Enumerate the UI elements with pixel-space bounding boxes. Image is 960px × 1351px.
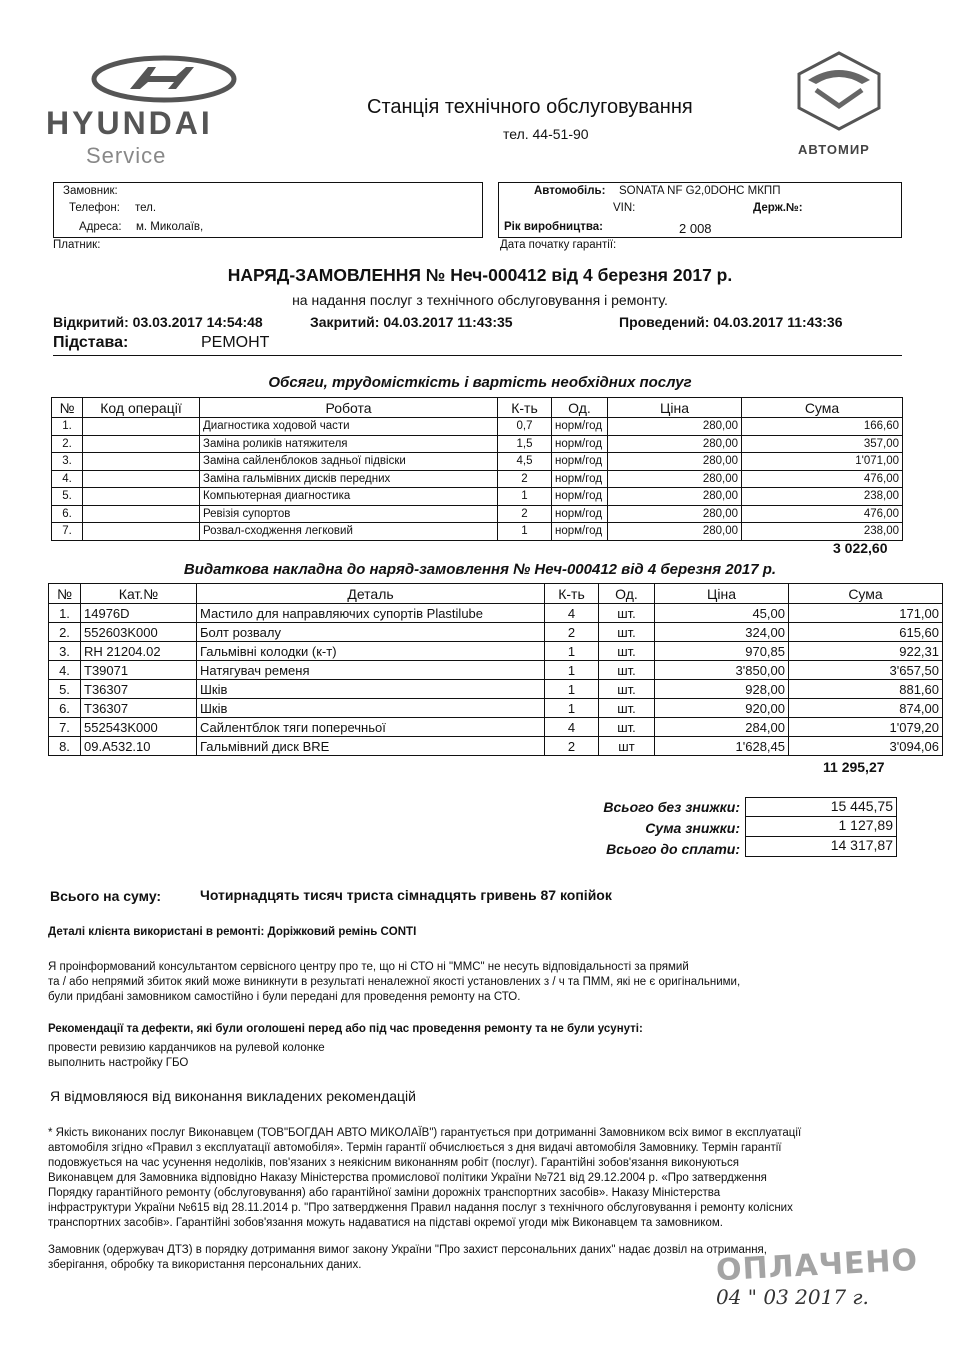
phone-value: тел. xyxy=(135,202,157,214)
opened-date: Відкритий: 03.03.2017 14:54:48 xyxy=(53,314,263,330)
row-number: 2. xyxy=(52,435,83,453)
parts-table xyxy=(48,583,943,756)
station-phone: тел. 44-51-90 xyxy=(503,126,589,142)
column-header: К-ть xyxy=(545,584,599,604)
quantity: 1 xyxy=(498,523,552,541)
price: 280,00 xyxy=(608,523,742,541)
basis-label: Підстава: xyxy=(53,334,129,351)
row-number: 6. xyxy=(52,505,83,523)
warranty-line: Порядку гарантійного ремонту (обслуговування) або гарантійної заміни дорожніх транспортних засобів». Наказу Міністерства xyxy=(48,1187,721,1199)
table-row xyxy=(49,737,943,756)
sum: 476,00 xyxy=(742,470,903,488)
operation-code xyxy=(83,505,200,523)
operation-code xyxy=(83,435,200,453)
paid-stamp: ОПЛАЧЕНО xyxy=(715,1242,919,1289)
unit: норм/год xyxy=(552,435,608,453)
disclaimer-line: та / або непрямий збиток який може виникнути в результаті неналежної якості установлених з / ч та ПММ, які не є оригінальними, xyxy=(48,976,741,988)
brand-subtitle: Service xyxy=(86,143,167,168)
unit: норм/год xyxy=(552,453,608,471)
avtomir-logo xyxy=(790,50,890,160)
table-row xyxy=(49,604,943,623)
discount-value: 1 127,89 xyxy=(745,817,897,837)
disclaimer-line: Я проінформований консультантом сервісного центру про те, що ні СТО ні "ММС" не несуть відповідальності за прямий xyxy=(48,961,689,973)
payer-label: Платник: xyxy=(53,239,101,251)
sum: 238,00 xyxy=(742,488,903,506)
client-info-box xyxy=(53,182,483,238)
price: 280,00 xyxy=(608,435,742,453)
row-number: 7. xyxy=(52,523,83,541)
catalog-number: 552603K000 xyxy=(81,623,197,642)
recommendation-item: провести ревизию карданчиков на рулевой колонке xyxy=(48,1042,325,1054)
client-parts-note: Деталі клієнта використані в ремонті: Доріжковий ремінь CONTI xyxy=(48,926,417,938)
table-row xyxy=(52,435,903,453)
to-pay-value: 14 317,87 xyxy=(745,837,897,857)
address-label: Адреса: xyxy=(79,221,122,233)
vin-label: VIN: xyxy=(613,202,636,214)
quantity: 4 xyxy=(545,718,599,737)
unit: норм/год xyxy=(552,523,608,541)
sum: 357,00 xyxy=(742,435,903,453)
row-number: 1. xyxy=(49,604,81,623)
work-name: Заміна роликів натяжителя xyxy=(200,435,498,453)
column-header: Код операції xyxy=(83,398,200,418)
reg-number-label: Держ.№: xyxy=(753,202,803,214)
table-row xyxy=(52,523,903,541)
privacy-line: Замовник (одержувач ДТЗ) в порядку дотримання вимог закону України "Про захист персональних даних" надає дозвіл на отримання, xyxy=(48,1244,767,1256)
services-total: 3 022,60 xyxy=(833,540,888,556)
car-info-box xyxy=(498,182,902,238)
parts-title: Видаткова накладна до наряд-замовлення № Неч-000412 від 4 березня 2017 р. xyxy=(183,561,777,578)
unit: шт. xyxy=(599,642,655,661)
part-name: Шків xyxy=(197,680,545,699)
table-row xyxy=(49,718,943,737)
row-number: 2. xyxy=(49,623,81,642)
price: 1'628,45 xyxy=(655,737,789,756)
column-header: № xyxy=(52,398,83,418)
total-no-discount-label: Всього без знижки: xyxy=(603,799,740,815)
row-number: 3. xyxy=(52,453,83,471)
part-name: Сайлентблок тяги поперечньої xyxy=(197,718,545,737)
quantity: 1 xyxy=(545,661,599,680)
table-header-row xyxy=(52,398,903,418)
hyundai-emblem-icon xyxy=(90,55,238,103)
operation-code xyxy=(83,453,200,471)
column-header: Сума xyxy=(742,398,903,418)
recommendations-title: Рекомендації та дефекти, які були оголошені перед або під час проведення ремонту та не були усунуті: xyxy=(48,1023,643,1035)
work-name: Ревізія супортов xyxy=(200,505,498,523)
sum: 3'094,06 xyxy=(789,737,943,756)
row-number: 4. xyxy=(52,470,83,488)
part-name: Болт розвалу xyxy=(197,623,545,642)
row-number: 3. xyxy=(49,642,81,661)
column-header: Ціна xyxy=(608,398,742,418)
price: 284,00 xyxy=(655,718,789,737)
table-row xyxy=(49,623,943,642)
column-header: Кат.№ xyxy=(81,584,197,604)
warranty-line: Виконавцем для Замовника відповідно Наказу Міністерства промислової політики України №721 від 29.12.2004 р. «Про затвердження xyxy=(48,1172,767,1184)
warranty-line: транспортних засобів». Гарантійні зобов'язання можуть надаватися на підставі окремої угоди між Виконавцем та замовником. xyxy=(48,1217,723,1229)
part-name: Гальмівний диск BRE xyxy=(197,737,545,756)
part-name: Мастило для направляючих супортів Plastilube xyxy=(197,604,545,623)
work-name: Заміна гальмівних дисків передних xyxy=(200,470,498,488)
price: 280,00 xyxy=(608,505,742,523)
discount-label: Сума знижки: xyxy=(645,820,740,836)
part-name: Гальмівні колодки (к-т) xyxy=(197,642,545,661)
sum: 881,60 xyxy=(789,680,943,699)
hyundai-service-logo xyxy=(46,55,236,168)
price: 970,85 xyxy=(655,642,789,661)
summary-box xyxy=(745,797,897,857)
column-header: Од. xyxy=(552,398,608,418)
table-row xyxy=(52,418,903,436)
amount-in-words-value: Чотирнадцять тисяч триста сімнадцять гривень 87 копійок xyxy=(200,887,612,903)
column-header: Деталь xyxy=(197,584,545,604)
quantity: 2 xyxy=(545,737,599,756)
quantity: 4 xyxy=(545,604,599,623)
year-value: 2 008 xyxy=(679,221,712,236)
disclaimer-line: були придбані замовником самостійно і були передані для проведення ремонту на СТО. xyxy=(48,991,521,1003)
phone-label: Телефон: xyxy=(69,202,120,214)
sum: 615,60 xyxy=(789,623,943,642)
column-header: Ціна xyxy=(655,584,789,604)
price: 280,00 xyxy=(608,453,742,471)
station-title: Станція технічного обслуговування xyxy=(367,96,693,118)
price: 280,00 xyxy=(608,488,742,506)
sum: 238,00 xyxy=(742,523,903,541)
price: 920,00 xyxy=(655,699,789,718)
price: 324,00 xyxy=(655,623,789,642)
column-header: Од. xyxy=(599,584,655,604)
quantity: 1 xyxy=(545,699,599,718)
table-row xyxy=(49,642,943,661)
services-table xyxy=(51,397,903,541)
unit: шт. xyxy=(599,680,655,699)
catalog-number: 09.A532.10 xyxy=(81,737,197,756)
part-name: Натягувач ременя xyxy=(197,661,545,680)
avtomir-text: АВТОМИР xyxy=(798,142,870,157)
sum: 874,00 xyxy=(789,699,943,718)
work-name: Заміна сайленблоков задньої підвіски xyxy=(200,453,498,471)
catalog-number: T36307 xyxy=(81,699,197,718)
warranty-line: подовжується на час усунення недоліків, пов'язаних з неякісним виконанням робіт (послуг). Гарантійні зобов'язання виконуються xyxy=(48,1157,739,1169)
row-number: 5. xyxy=(49,680,81,699)
table-row xyxy=(52,488,903,506)
table-row xyxy=(49,680,943,699)
unit: шт. xyxy=(599,661,655,680)
year-label: Рік виробництва: xyxy=(504,221,603,233)
conducted-date: Проведений: 04.03.2017 11:43:36 xyxy=(619,314,843,330)
brand-name: HYUNDAI xyxy=(46,105,213,141)
price: 280,00 xyxy=(608,470,742,488)
sum: 1'071,00 xyxy=(742,453,903,471)
unit: норм/год xyxy=(552,488,608,506)
car-value: SONATA NF G2,0DOHC МКПП xyxy=(619,185,781,197)
catalog-number: RH 21204.02 xyxy=(81,642,197,661)
amount-in-words-label: Всього на суму: xyxy=(50,888,162,904)
catalog-number: T36307 xyxy=(81,680,197,699)
work-name: Диагностика ходовой части xyxy=(200,418,498,436)
recommendation-item: выполнить настройку ГБО xyxy=(48,1057,189,1069)
price: 280,00 xyxy=(608,418,742,436)
catalog-number: T39071 xyxy=(81,661,197,680)
operation-code xyxy=(83,470,200,488)
price: 3'850,00 xyxy=(655,661,789,680)
closed-date: Закритий: 04.03.2017 11:43:35 xyxy=(310,314,513,330)
sum: 171,00 xyxy=(789,604,943,623)
parts-total: 11 295,27 xyxy=(823,759,885,775)
part-name: Шків xyxy=(197,699,545,718)
warranty-line: інфраструктури України №615 від 28.11.2014 р. "Про затвердження Правил надання послуг з технічного обслуговування і ремонту колісних xyxy=(48,1202,793,1214)
unit: норм/год xyxy=(552,470,608,488)
unit: шт. xyxy=(599,718,655,737)
row-number: 7. xyxy=(49,718,81,737)
table-header-row xyxy=(49,584,943,604)
quantity: 1 xyxy=(545,680,599,699)
services-title: Обсяги, трудомісткість і вартість необхідних послуг xyxy=(268,374,692,391)
total-no-discount-value: 15 445,75 xyxy=(745,797,897,817)
column-header: К-ть xyxy=(498,398,552,418)
sum: 166,60 xyxy=(742,418,903,436)
unit: шт. xyxy=(599,623,655,642)
quantity: 2 xyxy=(498,505,552,523)
row-number: 4. xyxy=(49,661,81,680)
stamp-date: 04 " 03 2017 г. xyxy=(716,1285,869,1309)
to-pay-label: Всього до сплати: xyxy=(606,841,740,857)
quantity: 2 xyxy=(545,623,599,642)
price: 45,00 xyxy=(655,604,789,623)
unit: шт. xyxy=(599,699,655,718)
table-row xyxy=(52,453,903,471)
table-row xyxy=(52,505,903,523)
basis-value: РЕМОНТ xyxy=(201,334,270,351)
avtomir-emblem-icon xyxy=(794,50,884,132)
quantity: 1 xyxy=(545,642,599,661)
warranty-start-label: Дата початку гарантії: xyxy=(500,239,617,251)
table-row xyxy=(52,470,903,488)
operation-code xyxy=(83,523,200,541)
quantity: 0,7 xyxy=(498,418,552,436)
operation-code xyxy=(83,418,200,436)
table-row xyxy=(49,661,943,680)
order-subtitle: на надання послуг з технічного обслуговування і ремонту. xyxy=(292,292,668,308)
unit: норм/год xyxy=(552,418,608,436)
refusal-statement: Я відмовляюся від виконання викладених рекомендацій xyxy=(50,1088,416,1104)
price: 928,00 xyxy=(655,680,789,699)
catalog-number: 552543K000 xyxy=(81,718,197,737)
sum: 1'079,20 xyxy=(789,718,943,737)
address-value: м. Миколаїв, xyxy=(136,221,204,233)
column-header: Сума xyxy=(789,584,943,604)
table-row xyxy=(49,699,943,718)
unit: норм/год xyxy=(552,505,608,523)
column-header: № xyxy=(49,584,81,604)
row-number: 8. xyxy=(49,737,81,756)
quantity: 1,5 xyxy=(498,435,552,453)
car-label: Автомобіль: xyxy=(534,185,606,197)
unit: шт xyxy=(599,737,655,756)
work-name: Розвал-сходження легковий xyxy=(200,523,498,541)
quantity: 1 xyxy=(498,488,552,506)
row-number: 6. xyxy=(49,699,81,718)
sum: 476,00 xyxy=(742,505,903,523)
operation-code xyxy=(83,488,200,506)
quantity: 2 xyxy=(498,470,552,488)
warranty-line: автомобіля згідно «Правил з експлуатації автомобіля». Термін гарантії обчислюється з дня видачі автомобіля Замовнику. Термін гарантії xyxy=(48,1142,782,1154)
order-title: НАРЯД-ЗАМОВЛЕННЯ № Неч-000412 від 4 березня 2017 р. xyxy=(227,265,733,285)
catalog-number: 14976D xyxy=(81,604,197,623)
row-number: 5. xyxy=(52,488,83,506)
column-header: Робота xyxy=(200,398,498,418)
customer-label: Замовник: xyxy=(63,185,118,197)
warranty-line: * Якість виконаних послуг Виконавцем (ТОВ"БОГДАН АВТО МИКОЛАЇВ") гарантується при дотриманні Замовником всіх вимог в експлуатації xyxy=(48,1127,802,1139)
privacy-line: зберігання, обробку та використання персональних даних. xyxy=(48,1259,362,1271)
sum: 3'657,50 xyxy=(789,661,943,680)
quantity: 4,5 xyxy=(498,453,552,471)
row-number: 1. xyxy=(52,418,83,436)
unit: шт. xyxy=(599,604,655,623)
divider xyxy=(53,355,902,356)
work-name: Компьютерная диагностика xyxy=(200,488,498,506)
sum: 922,31 xyxy=(789,642,943,661)
